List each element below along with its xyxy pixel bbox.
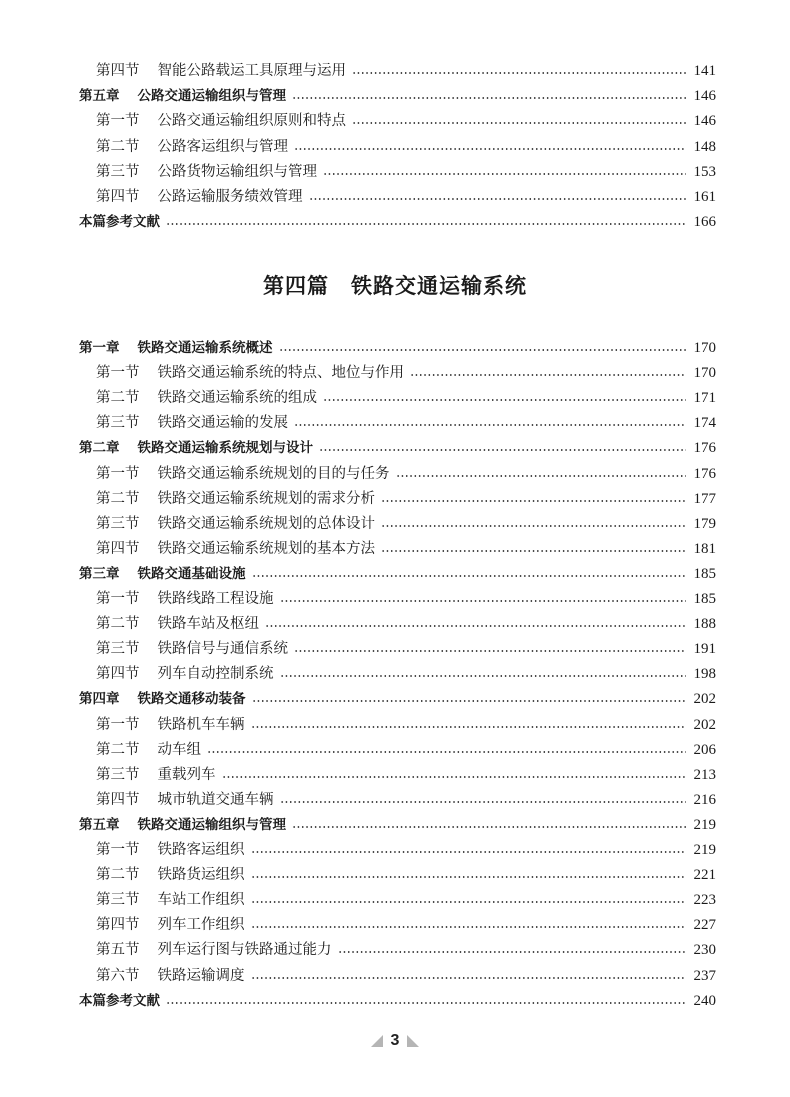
dot-leader — [294, 148, 686, 150]
toc-chapter-entry[interactable] — [79, 210, 716, 234]
entry-title: 列车自动控制系统 — [157, 666, 274, 683]
entry-page: 181 — [693, 540, 716, 557]
entry-title: 铁路车站及枢纽 — [157, 616, 259, 633]
entry-page: 219 — [693, 816, 716, 833]
entry-title: 铁路交通运输系统规划的基本方法 — [157, 540, 375, 557]
entry-number: 第一节 — [96, 716, 140, 733]
entry-page: 166 — [693, 214, 716, 231]
entry-page: 179 — [693, 515, 716, 532]
dot-leader — [323, 399, 686, 401]
entry-number: 第一章 — [79, 340, 120, 356]
dot-leader — [251, 876, 686, 878]
toc-section-entry[interactable] — [96, 59, 716, 83]
entry-page: 227 — [693, 917, 716, 934]
entry-title: 铁路客运组织 — [157, 842, 245, 858]
dot-leader — [292, 826, 686, 828]
entry-title: 列车运行图与铁路通过能力 — [157, 942, 332, 959]
toc-section-entry[interactable] — [96, 838, 716, 862]
dot-leader — [251, 977, 686, 979]
dot-leader — [251, 926, 686, 928]
toc-section-entry[interactable] — [96, 763, 716, 787]
entry-page: 191 — [693, 641, 716, 658]
dot-leader — [338, 951, 686, 953]
entry-page: 153 — [693, 163, 716, 180]
toc-section-entry[interactable] — [96, 537, 716, 561]
toc-chapter-entry[interactable] — [79, 562, 716, 586]
entry-title: 城市轨道交通车辆 — [157, 791, 274, 808]
entry-title: 铁路交通运输系统规划与设计 — [137, 440, 313, 457]
dot-leader — [410, 374, 686, 376]
entry-page: 141 — [693, 63, 716, 79]
toc-chapter-entry[interactable] — [79, 687, 716, 711]
entry-page: 185 — [693, 591, 716, 607]
entry-title: 公路交通运输组织与管理 — [137, 88, 286, 105]
dot-leader — [309, 198, 686, 200]
toc-section-entry[interactable] — [96, 386, 716, 410]
entry-page: 202 — [693, 716, 716, 733]
dot-leader — [381, 525, 686, 527]
entry-number: 第一节 — [96, 842, 140, 858]
entry-title: 铁路交通运输系统规划的需求分析 — [157, 490, 375, 507]
entry-number: 第三节 — [96, 892, 140, 909]
dot-leader — [251, 851, 686, 853]
entry-title: 本篇参考文献 — [79, 992, 160, 1009]
dot-leader — [396, 475, 686, 477]
toc-section-entry[interactable] — [96, 662, 716, 686]
entry-title: 铁路货运组织 — [157, 867, 245, 884]
toc-section-entry[interactable] — [96, 109, 716, 133]
toc-section-entry[interactable] — [96, 512, 716, 536]
entry-number: 第一节 — [96, 365, 140, 382]
entry-page: 240 — [693, 992, 716, 1009]
toc-section-entry[interactable] — [96, 160, 716, 184]
entry-number: 第四节 — [96, 666, 140, 683]
toc-section-entry[interactable] — [96, 411, 716, 435]
toc-section-entry[interactable] — [96, 938, 716, 962]
dot-leader — [319, 449, 686, 451]
page-number: 3 — [390, 1032, 400, 1049]
entry-page: 213 — [693, 766, 716, 783]
entry-page: 198 — [693, 666, 716, 683]
entry-number: 第一节 — [96, 113, 140, 130]
entry-number: 第三节 — [96, 163, 140, 180]
entry-number: 第二节 — [96, 490, 140, 507]
entry-number: 第一节 — [96, 465, 140, 482]
toc-section-entry[interactable] — [96, 913, 716, 937]
entry-number: 第四章 — [79, 691, 120, 708]
toc-section-entry[interactable] — [96, 361, 716, 385]
entry-number: 第四节 — [96, 189, 140, 205]
dot-leader — [280, 600, 686, 602]
entry-title: 重载列车 — [157, 766, 216, 783]
entry-number: 第五章 — [79, 816, 120, 833]
dot-leader — [280, 801, 686, 803]
entry-number: 第五节 — [96, 942, 140, 959]
dot-leader — [381, 500, 686, 502]
dot-leader — [292, 97, 686, 99]
toc-section-entry[interactable] — [96, 135, 716, 159]
entry-number: 第四节 — [96, 540, 140, 557]
entry-title: 铁路运输调度 — [157, 967, 245, 984]
entry-number: 第二节 — [96, 741, 140, 758]
entry-title: 铁路线路工程设施 — [157, 591, 274, 607]
entry-number: 第二节 — [96, 138, 140, 155]
dot-leader — [166, 223, 686, 225]
dot-leader — [251, 726, 686, 728]
dot-leader — [323, 173, 686, 175]
entry-page: 202 — [693, 691, 716, 708]
entry-title: 铁路交通运输系统的特点、地位与作用 — [157, 365, 404, 382]
entry-number: 第三节 — [96, 641, 140, 658]
entry-page: 146 — [693, 113, 716, 130]
part-title — [0, 270, 790, 300]
entry-number: 第三节 — [96, 415, 140, 432]
toc-section-entry[interactable] — [96, 487, 716, 511]
entry-title: 公路客运组织与管理 — [157, 138, 288, 155]
entry-title: 公路运输服务绩效管理 — [157, 189, 303, 205]
entry-page: 171 — [693, 390, 716, 407]
entry-page: 185 — [693, 565, 716, 582]
toc-section-entry[interactable] — [96, 713, 716, 737]
entry-page: 176 — [693, 440, 716, 457]
entry-number: 第四节 — [96, 63, 140, 79]
dot-leader — [252, 700, 686, 702]
dot-leader — [252, 575, 686, 577]
dot-leader — [251, 901, 686, 903]
entry-page: 221 — [693, 867, 716, 884]
entry-page: 170 — [693, 340, 716, 356]
toc-section-entry[interactable] — [96, 612, 716, 636]
toc-section-entry[interactable] — [96, 185, 716, 209]
entry-page: 146 — [693, 88, 716, 105]
dot-leader — [280, 675, 686, 677]
entry-page: 176 — [693, 465, 716, 482]
dot-leader — [381, 550, 686, 552]
page-footer — [0, 1032, 790, 1050]
entry-number: 第二节 — [96, 390, 140, 407]
dot-leader — [279, 349, 686, 351]
entry-page: 216 — [693, 791, 716, 808]
toc-chapter-entry[interactable] — [79, 84, 716, 108]
entry-page: 161 — [693, 189, 716, 205]
dot-leader — [294, 424, 686, 426]
entry-title: 智能公路载运工具原理与运用 — [157, 63, 346, 79]
entry-number: 第二章 — [79, 440, 120, 457]
dot-leader — [294, 650, 686, 652]
entry-number: 第二节 — [96, 616, 140, 633]
entry-title: 铁路交通移动装备 — [137, 691, 246, 708]
toc-section-entry[interactable] — [96, 788, 716, 812]
entry-number: 第二节 — [96, 867, 140, 884]
entry-title: 铁路交通基础设施 — [137, 565, 246, 582]
left-triangle-icon — [371, 1035, 383, 1047]
entry-title: 列车工作组织 — [157, 917, 245, 934]
entry-title: 铁路机车车辆 — [157, 716, 245, 733]
dot-leader — [166, 1002, 686, 1004]
toc-chapter-entry[interactable] — [79, 813, 716, 837]
toc-section-entry[interactable] — [96, 462, 716, 486]
toc-chapter-entry[interactable] — [79, 436, 716, 460]
dot-leader — [352, 72, 686, 74]
toc-section-entry[interactable] — [96, 587, 716, 611]
entry-page: 230 — [693, 942, 716, 959]
entry-title: 公路货物运输组织与管理 — [157, 163, 317, 180]
entry-title: 铁路交通运输系统概述 — [137, 340, 273, 356]
toc-section-entry[interactable] — [96, 888, 716, 912]
right-triangle-icon — [407, 1035, 419, 1047]
toc-chapter-entry[interactable] — [79, 336, 716, 360]
entry-page: 170 — [693, 365, 716, 382]
entry-number: 第六节 — [96, 967, 140, 984]
entry-number: 第四节 — [96, 791, 140, 808]
part-number: 第四篇 — [263, 273, 329, 298]
entry-title: 公路交通运输组织原则和特点 — [157, 113, 346, 130]
dot-leader — [265, 625, 686, 627]
entry-number: 第三节 — [96, 515, 140, 532]
entry-page: 219 — [693, 842, 716, 858]
entry-title: 铁路交通运输系统的组成 — [157, 390, 317, 407]
entry-number: 第三章 — [79, 565, 120, 582]
toc-section-entry[interactable] — [96, 637, 716, 661]
entry-title: 铁路交通运输系统规划的目的与任务 — [157, 465, 390, 482]
toc-section-entry[interactable] — [96, 738, 716, 762]
entry-title: 铁路交通运输系统规划的总体设计 — [157, 515, 375, 532]
dot-leader — [207, 751, 686, 753]
entry-title: 动车组 — [157, 741, 201, 758]
dot-leader — [222, 776, 686, 778]
entry-number: 第一节 — [96, 591, 140, 607]
entry-title: 铁路信号与通信系统 — [157, 641, 288, 658]
entry-title: 车站工作组织 — [157, 892, 245, 909]
entry-page: 174 — [693, 415, 716, 432]
dot-leader — [352, 122, 686, 124]
entry-page: 177 — [693, 490, 716, 507]
entry-number: 第三节 — [96, 766, 140, 783]
entry-title: 本篇参考文献 — [79, 214, 160, 231]
toc-chapter-entry[interactable] — [79, 989, 716, 1013]
entry-page: 206 — [693, 741, 716, 758]
entry-page: 188 — [693, 616, 716, 633]
entry-title: 铁路交通运输组织与管理 — [137, 816, 286, 833]
toc-section-entry[interactable] — [96, 964, 716, 988]
entry-page: 237 — [693, 967, 716, 984]
toc-section-entry[interactable] — [96, 863, 716, 887]
entry-title: 铁路交通运输的发展 — [157, 415, 288, 432]
entry-page: 148 — [693, 138, 716, 155]
entry-number: 第四节 — [96, 917, 140, 934]
part-name: 铁路交通运输系统 — [351, 273, 527, 298]
entry-number: 第五章 — [79, 88, 120, 105]
entry-page: 223 — [693, 892, 716, 909]
